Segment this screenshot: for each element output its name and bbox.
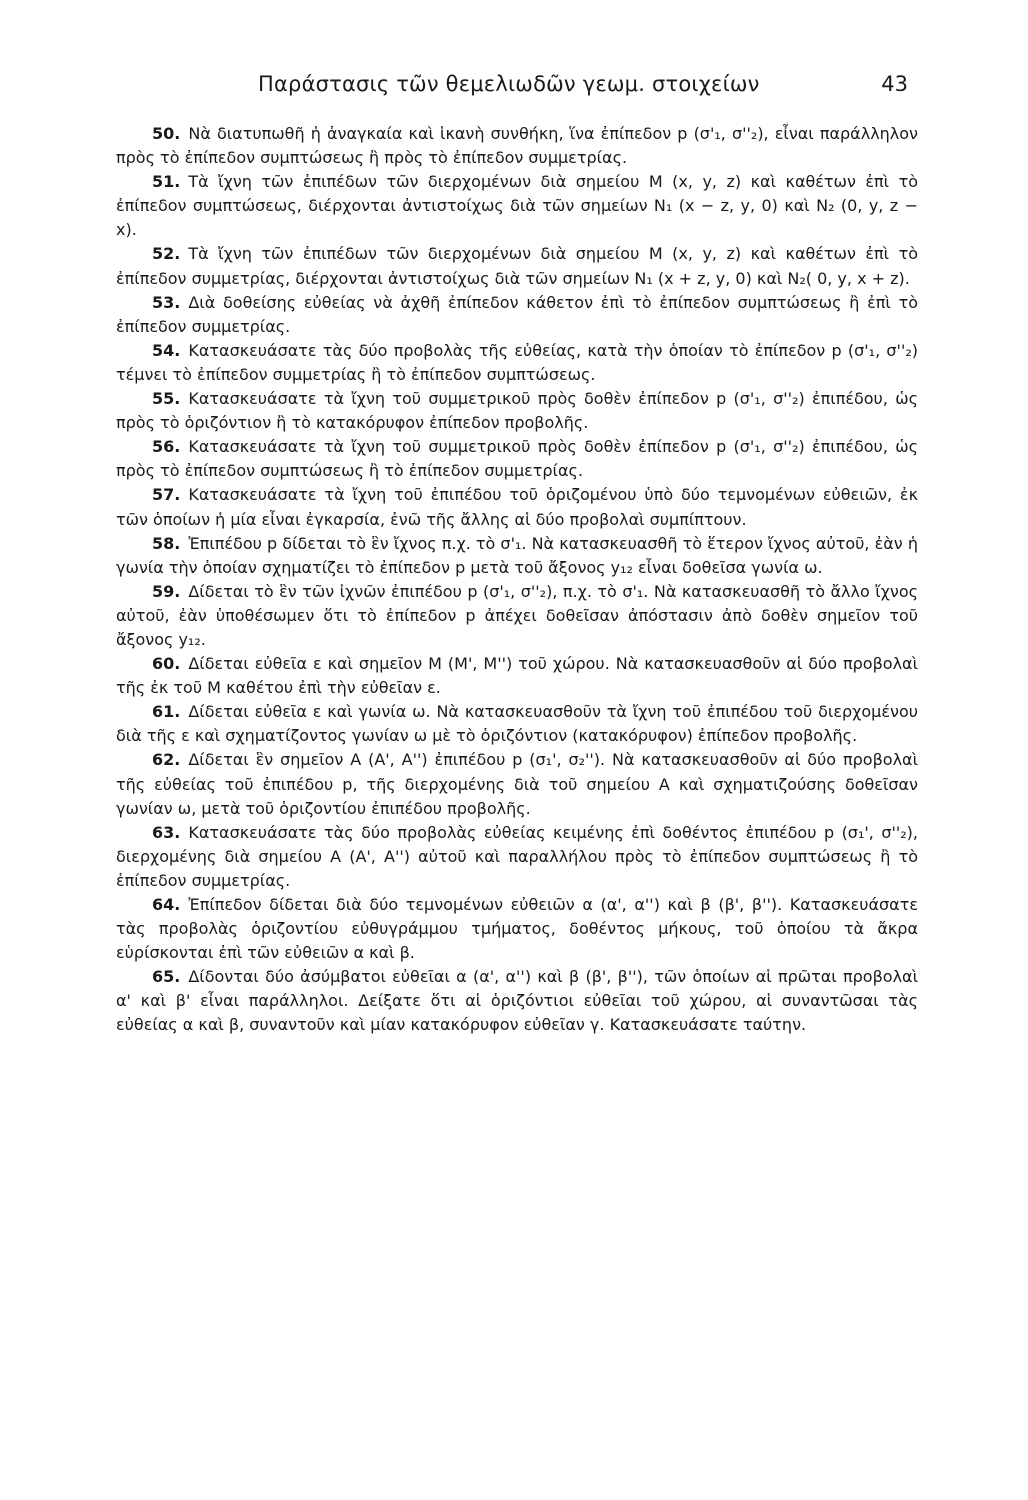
page-number: 43 (881, 72, 908, 96)
exercise-text: Κατασκευάσατε τὰ ἴχνη τοῦ ἐπιπέδου τοῦ ὁριζομένου ὑπὸ δύο τεμνομένων εὐθειῶν, ἐκ τῶν ὁποίων ἡ μία εἶναι ἐγκαρσία, ἐνῶ τῆς ἄλλης αἱ δύο προβολαὶ συμπίπτουν. (116, 485, 918, 529)
exercise-text: Κατασκευάσατε τὰς δύο προβολὰς τῆς εὐθείας, κατὰ τὴν ὁποίαν τὸ ἐπίπεδον p (σ'₁, σ''₂) τέμνει τὸ ἐπίπεδον συμμετρίας ἢ τὸ ἐπίπεδον συμπτώσεως. (116, 340, 918, 384)
exercise-number: 55. (152, 389, 181, 409)
exercise-text: Κατασκευάσατε τὰ ἴχνη τοῦ συμμετρικοῦ πρὸς δοθὲν ἐπίπεδον p (σ'₁, σ''₂) ἐπιπέδου, ὡς πρὸς τὸ ὁριζόντιον ἢ τὸ κατακόρυφον ἐπίπεδον προβολῆς. (116, 389, 918, 433)
exercise-text: Τὰ ἴχνη τῶν ἐπιπέδων τῶν διερχομένων διὰ σημείου M (x, y, z) καὶ καθέτων ἐπὶ τὸ ἐπίπεδον συμπτώσεως, διέρχονται ἀντιστοίχως διὰ τῶν σημείων N₁ (x − z, y, 0) καὶ N₂ (0, y, z − x). (116, 172, 918, 240)
running-header (258, 72, 908, 106)
exercise-number: 58. (152, 533, 181, 553)
exercise-number: 56. (152, 437, 181, 457)
exercise-text: Δίδεται εὐθεῖα ε καὶ σημεῖον M (M', M'') τοῦ χώρου. Νὰ κατασκευασθοῦν αἱ δύο προβολαὶ τῆς ἐκ τοῦ M καθέτου ἐπὶ τὴν εὐθεῖαν ε. (116, 654, 918, 698)
exercise-58 (116, 532, 918, 580)
running-header-title: Παράστασις τῶν θεμελιωδῶν γεωμ. στοιχείων (258, 72, 760, 96)
exercise-53 (116, 291, 918, 339)
exercise-list (116, 122, 918, 1038)
exercise-number: 63. (152, 822, 181, 842)
exercise-number: 60. (152, 654, 181, 674)
exercise-61 (116, 700, 918, 748)
exercise-text: Ἐπίπεδον δίδεται διὰ δύο τεμνομένων εὐθειῶν α (α', α'') καὶ β (β', β''). Κατασκευάσατε τὰς προβολὰς ὁριζοντίου εὐθυγράμμου τμήματος, δοθέντος μήκους, τοῦ ὁποίου τὰ ἄκρα εὑρίσκονται ἐπὶ τῶν εὐθειῶν α καὶ β. (116, 895, 918, 963)
exercise-51 (116, 170, 918, 242)
exercise-text: Διὰ δοθείσης εὐθείας νὰ ἀχθῆ ἐπίπεδον κάθετον ἐπὶ τὸ ἐπίπεδον συμπτώσεως ἢ ἐπὶ τὸ ἐπίπεδον συμμετρίας. (116, 292, 918, 336)
exercise-64 (116, 893, 918, 965)
exercise-text: Ἐπιπέδου p δίδεται τὸ ἓν ἴχνος π.χ. τὸ σ'₁. Νὰ κατασκευασθῆ τὸ ἕτερον ἴχνος αὐτοῦ, ἐὰν ἡ γωνία τὴν ὁποίαν σχηματίζει τὸ ἐπίπεδον p μετὰ τοῦ ἄξονος y₁₂ εἶναι δοθεῖσα γωνία ω. (116, 533, 918, 577)
exercise-59 (116, 580, 918, 652)
exercise-number: 59. (152, 581, 181, 601)
exercise-62 (116, 748, 918, 820)
exercise-number: 50. (152, 124, 181, 143)
exercise-number: 52. (152, 244, 181, 264)
exercise-text: Δίδεται ἓν σημεῖον A (A', A'') ἐπιπέδου p (σ₁', σ₂''). Νὰ κατασκευασθοῦν αἱ δύο προβολαὶ τῆς εὐθείας τοῦ ἐπιπέδου p, τῆς διερχομένης διὰ τοῦ σημείου A καὶ σχηματιζούσης δοθεῖσαν γωνίαν ω, μετὰ τοῦ ὁριζοντίου ἐπιπέδου προβολῆς. (116, 750, 918, 818)
exercise-text: Κατασκευάσατε τὰ ἴχνη τοῦ συμμετρικοῦ πρὸς δοθὲν ἐπίπεδον p (σ'₁, σ''₂) ἐπιπέδου, ὡς πρὸς τὸ ἐπίπεδον συμπτώσεως ἢ τὸ ἐπίπεδον συμμετρίας. (116, 437, 918, 481)
exercise-number: 62. (152, 750, 181, 770)
exercise-55 (116, 387, 918, 435)
exercise-65 (116, 965, 918, 1037)
exercise-text: Τὰ ἴχνη τῶν ἐπιπέδων τῶν διερχομένων διὰ σημείου M (x, y, z) καὶ καθέτων ἐπὶ τὸ ἐπίπεδον συμμετρίας, διέρχονται ἀντιστοίχως διὰ τῶν σημείων N₁ (x + z, y, 0) καὶ N₂( 0, y, x + z). (116, 244, 918, 288)
exercise-54 (116, 339, 918, 387)
exercise-text: Δίδεται εὐθεῖα ε καὶ γωνία ω. Νὰ κατασκευασθοῦν τὰ ἴχνη τοῦ ἐπιπέδου τοῦ διερχομένου διὰ τῆς ε καὶ σχηματίζοντος γωνίαν ω μὲ τὸ ὁριζόντιον (κατακόρυφον) ἐπίπεδον προβολῆς. (116, 702, 918, 746)
exercise-60 (116, 652, 918, 700)
exercise-50 (116, 122, 918, 170)
exercise-56 (116, 435, 918, 483)
exercise-number: 65. (152, 967, 181, 987)
exercise-63 (116, 821, 918, 893)
exercise-number: 64. (152, 895, 181, 914)
exercise-text: Νὰ διατυπωθῆ ἡ ἀναγκαία καὶ ἱκανὴ συνθήκη, ἵνα ἐπίπεδον p (σ'₁, σ''₂), εἶναι παράλληλον πρὸς τὸ ἐπίπεδον συμπτώσεως ἢ πρὸς τὸ ἐπίπεδον συμμετρίας. (116, 124, 918, 168)
exercise-number: 54. (152, 340, 181, 360)
exercise-text: Δίδονται δύο ἀσύμβατοι εὐθεῖαι α (α', α'') καὶ β (β', β''), τῶν ὁποίων αἱ πρῶται προβολαὶ α' καὶ β' εἶναι παράλληλοι. Δείξατε ὅτι αἱ ὁριζόντιοι εὐθεῖαι τοῦ χώρου, αἱ συναντῶσαι τὰς εὐθείας α καὶ β, συναντοῦν καὶ μίαν κατακόρυφον εὐθεῖαν γ. Κατασκευάσατε ταύτην. (116, 967, 918, 1035)
exercise-text: Κατασκευάσατε τὰς δύο προβολὰς εὐθείας κειμένης ἐπὶ δοθέντος ἐπιπέδου p (σ₁', σ''₂), διερχομένης διὰ σημείου A (A', A'') αὐτοῦ καὶ παραλλήλου πρὸς τὸ ἐπίπεδον συμπτώσεως ἢ τὸ ἐπίπεδον συμμετρίας. (116, 822, 918, 890)
exercise-52 (116, 242, 918, 290)
exercise-number: 57. (152, 485, 181, 505)
exercise-number: 53. (152, 292, 181, 312)
exercise-57 (116, 483, 918, 531)
exercise-number: 51. (152, 172, 181, 192)
exercise-text: Δίδεται τὸ ἓν τῶν ἰχνῶν ἐπιπέδου p (σ'₁, σ''₂), π.χ. τὸ σ'₁. Νὰ κατασκευασθῆ τὸ ἄλλο ἴχνος αὐτοῦ, ἐὰν ὑποθέσωμεν ὅτι τὸ ἐπίπεδον p ἀπέχει δοθεῖσαν ἀπόστασιν ἀπὸ δοθὲν σημεῖον τοῦ ἄξονος y₁₂. (116, 581, 918, 649)
exercise-number: 61. (152, 702, 181, 722)
